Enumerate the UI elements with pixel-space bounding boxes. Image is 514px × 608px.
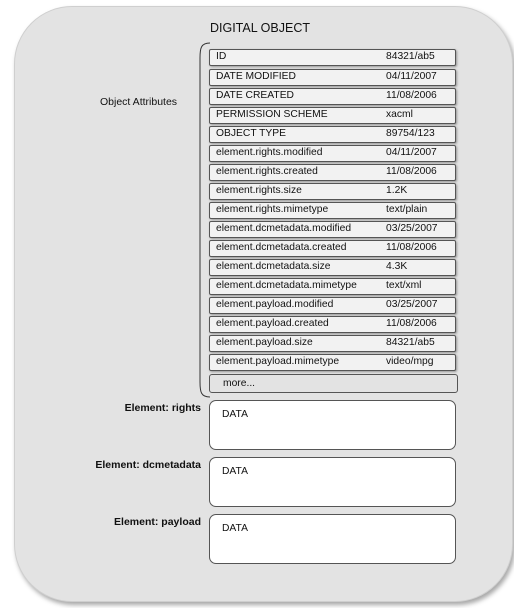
attribute-name: element.dcmetadata.size (216, 261, 331, 272)
object-attributes-label: Object Attributes (100, 96, 178, 108)
attribute-value: 04/11/2007 (386, 147, 437, 158)
attribute-value: text/xml (386, 280, 422, 291)
attribute-value: 04/11/2007 (386, 71, 437, 82)
attribute-row-date-created (209, 88, 456, 105)
more-label: more... (223, 378, 256, 389)
attribute-name: element.payload.modified (216, 299, 334, 310)
attribute-name: DATE MODIFIED (216, 71, 296, 82)
element-payload-data-box (209, 514, 456, 564)
attribute-row-payload-modified (209, 297, 456, 314)
attribute-value: 03/25/2007 (386, 223, 438, 234)
attribute-name: element.rights.created (216, 166, 318, 177)
attribute-name: DATE CREATED (216, 90, 294, 101)
data-label: DATA (222, 523, 248, 534)
attribute-value: 84321/ab5 (386, 337, 435, 348)
attribute-row-rights-size (209, 183, 456, 200)
attribute-value: 11/08/2006 (386, 318, 437, 329)
attribute-value: 11/08/2006 (386, 90, 437, 101)
attribute-name: element.dcmetadata.created (216, 242, 347, 253)
attribute-row-rights-created (209, 164, 456, 181)
attribute-name: element.rights.mimetype (216, 204, 329, 215)
data-label: DATA (222, 466, 248, 477)
attribute-row-payload-size (209, 335, 456, 352)
attribute-row-object-type (209, 126, 456, 143)
attribute-value: 1.2K (386, 185, 408, 196)
attribute-row-dcmetadata-size (209, 259, 456, 276)
attribute-value: 84321/ab5 (386, 51, 435, 62)
attribute-value: video/mpg (386, 356, 434, 367)
attribute-row-permission-scheme (209, 107, 456, 124)
attribute-name: element.dcmetadata.modified (216, 223, 352, 234)
element-dcmetadata-data-box (209, 457, 456, 507)
attribute-row-payload-mimetype (209, 354, 456, 371)
attribute-row-dcmetadata-modified (209, 221, 456, 238)
attribute-name: PERMISSION SCHEME (216, 109, 328, 120)
element-dcmetadata-label: Element: dcmetadata (95, 459, 201, 471)
attribute-value: 03/25/2007 (386, 299, 438, 310)
attribute-row-dcmetadata-created (209, 240, 456, 257)
diagram-title: DIGITAL OBJECT (209, 21, 310, 35)
attribute-name: element.dcmetadata.mimetype (216, 280, 357, 291)
attribute-value: 11/08/2006 (386, 242, 437, 253)
attribute-row-id (209, 49, 456, 66)
data-label: DATA (222, 409, 248, 420)
attribute-name: element.payload.created (216, 318, 329, 329)
attribute-name: element.payload.size (216, 337, 313, 348)
attribute-row-rights-mimetype (209, 202, 456, 219)
attribute-row-rights-modified (209, 145, 456, 162)
attribute-name: element.rights.modified (216, 147, 323, 158)
attribute-row-date-modified (209, 69, 456, 86)
attribute-row-dcmetadata-mimetype (209, 278, 456, 295)
attribute-value: 89754/123 (386, 128, 435, 139)
element-rights-data-box (209, 400, 456, 450)
attribute-name: element.rights.size (216, 185, 302, 196)
attribute-name: OBJECT TYPE (216, 128, 287, 139)
element-rights-label: Element: rights (124, 402, 201, 414)
attribute-value: xacml (386, 109, 413, 120)
element-payload-label: Element: payload (114, 516, 201, 528)
attribute-name: ID (216, 51, 227, 62)
attribute-row-payload-created (209, 316, 456, 333)
attribute-value: 4.3K (386, 261, 408, 272)
attribute-value: 11/08/2006 (386, 166, 437, 177)
attribute-value: text/plain (386, 204, 428, 215)
attribute-name: element.payload.mimetype (216, 356, 340, 367)
more-attributes-row (209, 374, 458, 393)
